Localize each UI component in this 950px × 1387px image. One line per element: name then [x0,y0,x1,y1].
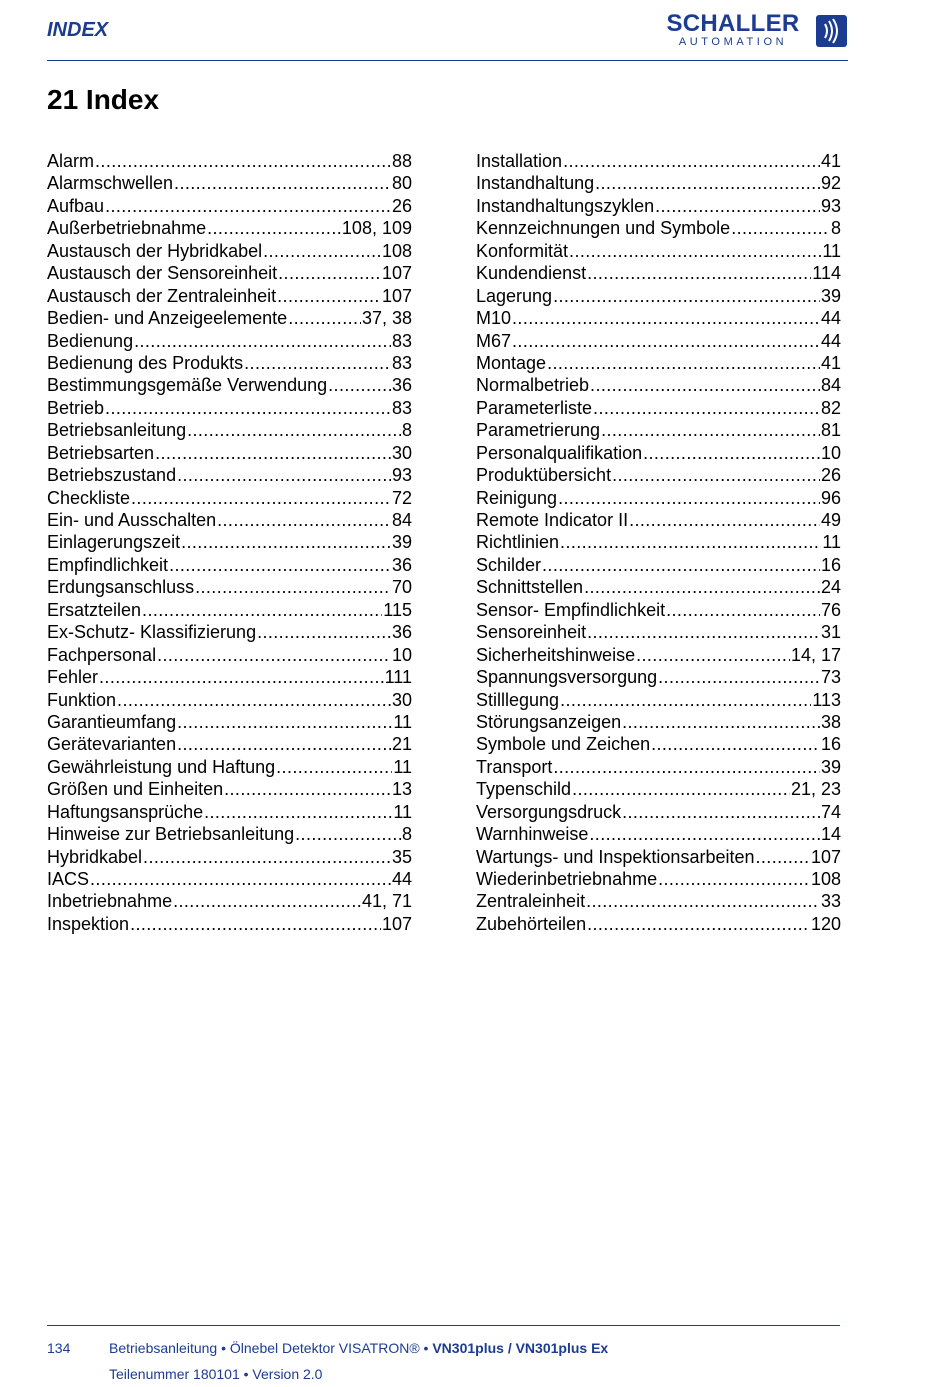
index-term: IACS [47,869,90,889]
index-page-ref: 11 [822,240,841,261]
footer-divider [47,1325,840,1326]
dot-leader [612,464,820,486]
index-term: Zubehörteilen [476,913,587,934]
dot-leader [177,464,391,486]
index-term: Aufbau [47,195,105,216]
dot-leader [244,352,391,374]
index-term: Haftungsansprüche [47,801,204,822]
index-page-ref: 44 [391,869,412,889]
index-entry [47,464,412,486]
dot-leader [622,711,820,733]
dot-leader [143,846,391,868]
header-section-title: INDEX [47,19,109,41]
logo-name: SCHALLER [666,10,800,37]
dot-leader [217,509,391,531]
index-page-ref: 16 [820,554,841,575]
index-entry [476,352,841,374]
index-term: Einlagerungszeit [47,532,181,553]
index-term: M67 [476,330,512,351]
index-page-ref: 83 [391,352,412,373]
index-entry [47,531,412,553]
dot-leader [560,689,811,711]
dot-leader [595,172,820,194]
index-page-ref: 44 [820,330,841,351]
index-page-ref: 82 [820,397,841,418]
dot-leader [542,554,820,576]
index-page-ref: 81 [820,420,841,441]
index-entry [47,644,412,666]
index-page-ref: 11 [393,711,412,732]
index-term: Spannungsversorgung [476,667,658,688]
dot-leader [155,442,391,464]
index-entry [476,217,841,239]
dot-leader [181,531,391,553]
index-page-ref: 36 [391,375,412,396]
index-page-ref: 93 [820,195,841,216]
index-entry [47,195,412,217]
index-entry [476,240,841,262]
index-term: Stilllegung [476,689,560,710]
index-entry [476,778,841,800]
dot-leader [601,419,820,441]
index-entry [476,262,841,284]
index-entry [476,846,841,868]
schaller-logo-mark-icon [816,15,847,47]
dot-leader [629,509,820,531]
dot-leader [157,644,391,666]
index-entry [476,172,841,194]
index-page-ref: 108 [381,240,412,261]
index-page-ref: 33 [820,891,841,912]
index-term: Erdungsanschluss [47,577,195,598]
dot-leader [593,397,820,419]
dot-leader [563,150,820,172]
index-entry [47,352,412,374]
index-term: Kundendienst [476,263,587,284]
index-term: Instandhaltung [476,173,595,194]
index-entry [47,711,412,733]
index-entry [47,240,412,262]
index-page-ref: 36 [391,554,412,575]
index-page-ref: 72 [391,487,412,508]
dot-leader [587,621,820,643]
index-entry [476,576,841,598]
index-page-ref: 31 [820,622,841,643]
dot-leader [177,733,391,755]
index-term: Bestimmungsgemäße Verwendung [47,375,328,396]
index-term: Hinweise zur Betriebsanleitung [47,824,295,845]
index-entry [47,285,412,307]
index-term: Empfindlichkeit [47,554,169,575]
index-page-ref: 108, 109 [341,218,412,239]
footer-page-number: 134 [47,1340,71,1356]
index-term: Schilder [476,554,542,575]
index-term: Austausch der Sensoreinheit [47,263,278,284]
index-page-ref: 11 [393,801,412,822]
index-entry [476,711,841,733]
index-page-ref: 93 [391,465,412,486]
index-page-ref: 73 [820,667,841,688]
index-page-ref: 84 [820,375,841,396]
dot-leader [666,599,820,621]
dot-leader [177,711,392,733]
index-entry [47,150,412,172]
index-page-ref: 8 [830,218,841,239]
index-term: Gerätevarianten [47,734,177,755]
index-column-right [476,150,841,935]
schaller-logo [657,10,849,49]
index-entry [476,756,841,778]
dot-leader [195,576,391,598]
index-term: Austausch der Zentraleinheit [47,285,277,306]
index-term: Betriebsanleitung [47,420,187,441]
index-term: Bedien- und Anzeigeelemente [47,308,288,329]
page-title: 21 Index [47,84,160,115]
dot-leader [173,890,361,912]
index-entry [476,374,841,396]
index-page-ref: 30 [391,689,412,710]
index-term: Produktübersicht [476,465,612,486]
index-entry [47,756,412,778]
index-page-ref: 11 [393,756,412,777]
index-entry [476,913,841,935]
index-entry [476,801,841,823]
index-entry [476,464,841,486]
index-page-ref: 8 [401,420,412,441]
index-page-ref: 35 [391,846,412,867]
footer-part-info: Teilenummer 180101 • Version 2.0 [109,1366,323,1382]
index-entry [476,419,841,441]
index-page-ref: 120 [810,913,841,934]
index-page-ref: 49 [820,510,841,530]
index-page-ref: 41 [820,151,841,171]
dot-leader [560,531,821,553]
dot-leader [130,913,381,935]
index-term: Inbetriebnahme [47,891,173,912]
index-entry [476,330,841,352]
dot-leader [587,262,811,284]
index-entry [476,554,841,576]
index-entry [476,689,841,711]
index-entry [47,307,412,329]
dot-leader [105,195,391,217]
dot-leader [643,442,820,464]
index-entry [47,419,412,441]
index-term: Normalbetrieb [476,375,590,396]
index-term: M10 [476,308,512,329]
index-term: Lagerung [476,285,553,306]
dot-leader [651,733,820,755]
dot-leader [756,846,810,868]
index-term: Inspektion [47,913,130,934]
dot-leader [204,801,392,823]
dot-leader [187,419,401,441]
index-term: Sensoreinheit [476,622,587,643]
index-entry [47,487,412,509]
index-page-ref: 10 [391,644,412,665]
index-page-ref: 39 [391,532,412,553]
index-page-ref: 44 [820,308,841,329]
index-page-ref: 30 [391,442,412,463]
index-page-ref: 80 [391,173,412,194]
index-entry [47,397,412,419]
index-term: Hybridkabel [47,846,143,867]
dot-leader [142,599,382,621]
index-term: Garantieumfang [47,711,177,732]
index-entry [47,801,412,823]
index-term: Montage [476,352,547,373]
index-entry [476,823,841,845]
logo-subtitle: AUTOMATION [678,36,788,48]
index-entry [47,262,412,284]
dot-leader [553,756,820,778]
index-page-ref: 74 [820,801,841,822]
dot-leader [636,644,790,666]
index-entry [47,621,412,643]
index-page-ref: 111 [384,667,412,688]
index-term: Parameterliste [476,397,593,418]
dot-leader [586,890,820,912]
dot-leader [547,352,820,374]
dot-leader [328,374,391,396]
index-term: Betrieb [47,397,105,418]
index-term: Reinigung [476,487,558,508]
index-entry [476,644,841,666]
index-entry [476,621,841,643]
index-page-ref: 13 [391,779,412,800]
dot-leader [95,150,391,172]
index-page-ref: 39 [820,285,841,306]
index-page-ref: 107 [381,263,412,284]
index-entry [476,509,841,531]
index-entry [47,599,412,621]
index-page-ref: 14, 17 [790,644,841,665]
dot-leader [731,217,830,239]
dot-leader [658,666,820,688]
dot-leader [278,262,381,284]
index-term: Störungsanzeigen [476,711,622,732]
index-term: Installation [476,151,563,171]
index-page-ref: 113 [812,689,841,710]
dot-leader [553,285,820,307]
index-page-ref: 8 [401,824,412,845]
dot-leader [99,666,384,688]
index-entry [47,666,412,688]
dot-leader [569,240,821,262]
index-term: Alarm [47,151,95,171]
header-divider [47,60,848,61]
index-column-left [47,150,412,935]
index-page-ref: 37, 38 [361,308,412,329]
index-term: Schnittstellen [476,577,584,598]
dot-leader [117,689,391,711]
index-term: Wartungs- und Inspektionsarbeiten [476,846,755,867]
index-term: Wiederinbetriebnahme [476,869,658,889]
dot-leader [622,801,820,823]
index-term: Richtlinien [476,532,560,553]
index-term: Fachpersonal [47,644,157,665]
dot-leader [587,913,810,935]
index-entry [47,823,412,845]
index-term: Ein- und Ausschalten [47,510,217,530]
index-page-ref: 88 [391,151,412,171]
index-entry [47,733,412,755]
index-term: Parametrierung [476,420,601,441]
index-term: Fehler [47,667,99,688]
index-page-ref: 36 [391,622,412,643]
index-page-ref: 10 [820,442,841,463]
index-page-ref: 96 [820,487,841,508]
index-entry [47,913,412,935]
index-entry [47,330,412,352]
dot-leader [558,487,820,509]
footer-model: VN301plus / VN301plus Ex [432,1340,609,1356]
index-entry [47,846,412,868]
index-entry [47,442,412,464]
dot-leader [295,823,401,845]
index-page-ref: 83 [391,397,412,418]
index-term: Checkliste [47,487,131,508]
dot-leader [590,374,820,396]
index-term: Symbole und Zeichen [476,734,651,755]
index-term: Warnhinweise [476,824,589,845]
dot-leader [224,778,391,800]
index-term: Betriebsarten [47,442,155,463]
index-term: Typenschild [476,779,572,800]
index-term: Ersatzteilen [47,599,142,620]
footer-document-title: Betriebsanleitung • Ölnebel Detektor VISATRON® • [109,1340,433,1356]
dot-leader [512,330,820,352]
index-term: Betriebszustand [47,465,177,486]
index-entry [47,890,412,912]
index-term: Alarmschwellen [47,173,174,194]
index-page-ref: 107 [381,285,412,306]
index-entry [47,374,412,396]
index-entry [476,195,841,217]
index-term: Ex-Schutz- Klassifizierung [47,622,257,643]
dot-leader [512,307,820,329]
index-term: Außerbetriebnahme [47,218,207,239]
index-page-ref: 84 [391,510,412,530]
index-page-ref: 26 [391,195,412,216]
index-page-ref: 83 [391,330,412,351]
dot-leader [658,868,810,890]
index-page-ref: 39 [820,756,841,777]
index-entry [476,868,841,890]
index-entry [47,689,412,711]
index-entry [476,733,841,755]
dot-leader [572,778,790,800]
index-page-ref: 41 [820,352,841,373]
index-entry [476,599,841,621]
index-page-ref: 92 [820,173,841,194]
index-page-ref: 16 [820,734,841,755]
index-term: Zentraleinheit [476,891,586,912]
index-page-ref: 14 [820,824,841,845]
dot-leader [134,330,391,352]
index-term: Bedienung [47,330,134,351]
index-page-ref: 26 [820,465,841,486]
dot-leader [105,397,391,419]
index-term: Sensor- Empfindlichkeit [476,599,666,620]
dot-leader [174,172,391,194]
index-term: Kennzeichnungen und Symbole [476,218,731,239]
index-page-ref: 38 [820,711,841,732]
dot-leader [131,487,391,509]
index-page-ref: 41, 71 [361,891,412,912]
index-page-ref: 11 [822,532,841,553]
index-term: Austausch der Hybridkabel [47,240,263,261]
dot-leader [288,307,361,329]
index-page-ref: 70 [391,577,412,598]
dot-leader [90,868,391,890]
index-page-ref: 24 [820,577,841,598]
index-entry [47,868,412,890]
index-term: Versorgungsdruck [476,801,622,822]
index-term: Bedienung des Produkts [47,352,244,373]
index-entry [476,487,841,509]
index-term: Remote Indicator II [476,510,629,530]
index-term: Funktion [47,689,117,710]
index-entry [476,307,841,329]
index-page-ref: 114 [812,263,841,284]
index-page-ref: 115 [383,599,412,620]
dot-leader [589,823,820,845]
index-entry [47,576,412,598]
index-page-ref: 107 [381,913,412,934]
dot-leader [276,756,392,778]
index-entry [476,531,841,553]
index-page-ref: 21 [391,734,412,755]
index-term: Größen und Einheiten [47,779,224,800]
footer-document-line [109,1340,608,1356]
index-term: Gewährleistung und Haftung [47,756,276,777]
index-entry [476,150,841,172]
index-entry [47,554,412,576]
index-term: Transport [476,756,553,777]
dot-leader [207,217,341,239]
dot-leader [257,621,391,643]
index-term: Instandhaltungszyklen [476,195,655,216]
index-page-ref: 107 [810,846,841,867]
index-page-ref: 108 [810,869,841,889]
index-term: Personalqualifikation [476,442,643,463]
index-entry [47,509,412,531]
index-term: Konformität [476,240,569,261]
index-entry [476,666,841,688]
dot-leader [584,576,820,598]
index-entry [47,217,412,239]
index-entry [47,778,412,800]
index-page-ref: 76 [820,599,841,620]
dot-leader [169,554,391,576]
index-term: Sicherheitshinweise [476,644,636,665]
index-entry [476,397,841,419]
dot-leader [655,195,820,217]
index-entry [47,172,412,194]
dot-leader [263,240,381,262]
dot-leader [277,285,381,307]
index-entry [476,890,841,912]
index-entry [476,285,841,307]
index-page-ref: 21, 23 [790,779,841,800]
index-entry [476,442,841,464]
